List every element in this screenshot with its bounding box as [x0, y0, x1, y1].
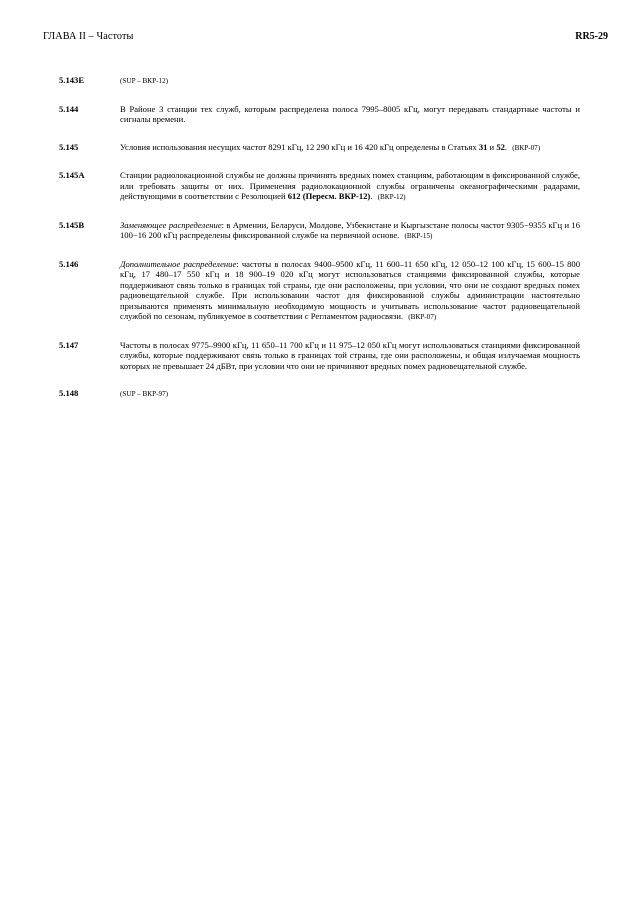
provisions-list: [59, 75, 580, 400]
provision-reference: (ВКР-07): [512, 143, 541, 152]
provision-text: Условия использования несущих частот 8291 кГц, 12 290 кГц и 16 420 кГц определены в Статьях: [120, 141, 479, 152]
provision-5-146: [59, 259, 580, 323]
provision-reference: (SUP – ВКР-97): [120, 390, 169, 398]
provision-number: 5.148: [59, 388, 79, 398]
provision-number: 5.146: [59, 258, 79, 269]
provision-5-147: [59, 340, 580, 372]
provision-text: : в Армении, Беларуси, Молдове, Узбекистане и Кыргызстане полосы частот 9305−9355 кГц и 16 100−16 200 кГц распределены фиксированной службе на первичной основе.: [120, 219, 580, 240]
page-identifier: RR5-29: [575, 31, 608, 42]
provision-5-145a: [59, 170, 580, 203]
provision-number: 5.145: [59, 141, 79, 152]
article-number: 31: [478, 141, 488, 152]
provision-5-145: [59, 142, 580, 154]
article-number: 52: [496, 141, 505, 152]
provision-number: 5.145A: [59, 170, 85, 180]
provision-reference: (ВКР-12): [377, 193, 406, 201]
provision-text: Частоты в полосах 9775–9900 кГц, 11 650–11 700 кГц и 11 975–12 050 кГц могут использоваться станциями фиксированной службы, которые поддерживают связь только в границах той страны, где они расположены, и общая излучаемая мощность которых не превышает 24 дБВт, при условии что они не причиняют вредных помех радиовещательной службе.: [120, 339, 580, 371]
provision-number: 5.145B: [59, 219, 85, 230]
provision-text: В Районе 3 станции тех служб, которым распределена полоса 7995–8005 кГц, могут передавать стандартные частоты и сигналы времени.: [120, 103, 580, 124]
provision-text-end: .: [370, 191, 373, 201]
provision-text-connector: и: [487, 141, 497, 152]
provision-5-148: [59, 388, 580, 400]
provision-number: 5.143E: [59, 75, 85, 85]
provision-text-end: .: [504, 141, 508, 152]
provision-5-145b: [59, 220, 580, 242]
provision-number: 5.147: [59, 339, 79, 350]
allocation-type: Заменяющее распределение: [120, 219, 222, 230]
provision-reference: (ВКР-07): [408, 313, 437, 321]
allocation-type: Дополнительное распределение: [120, 258, 237, 269]
provision-reference: (SUP – ВКР-12): [120, 77, 169, 85]
provision-5-144: [59, 104, 580, 125]
provision-text: Станции радиолокационной службы не должны причинять вредных помех станциям, работающим в фиксированной службе, или требовать защиты от них. Применения радиолокационной службы ограничены океанографическими радарами, действующими в соответствии с Резолюцией: [120, 170, 580, 201]
provision-reference: (ВКР-15): [404, 232, 433, 240]
chapter-header: ГЛАВА II – Частоты: [43, 31, 134, 42]
resolution-reference: 612 (Пересм. ВКР-12): [287, 191, 371, 201]
provision-number: 5.144: [59, 103, 79, 114]
provision-5-143e: [59, 75, 580, 87]
provision-text: : частоты в полосах 9400–9500 кГц, 11 600–11 650 кГц, 12 050–12 100 кГц, 15 600–15 800 кГц, 17 480–17 550 кГц и 18 900–19 020 кГц могут использоваться станциями фиксированной службы, которые поддерживают связь только в границах той страны, где они расположены, при условии, что они не создают вредных помех радиовещательной службе. При использовании частот для фиксированной службы администрации настоятельно призываются применять минимальную необходимую мощность и учитывать использование частот радиовещательной службой по сезонам, публикуемое в соответствии с Регламентом радиосвязи.: [120, 258, 580, 321]
